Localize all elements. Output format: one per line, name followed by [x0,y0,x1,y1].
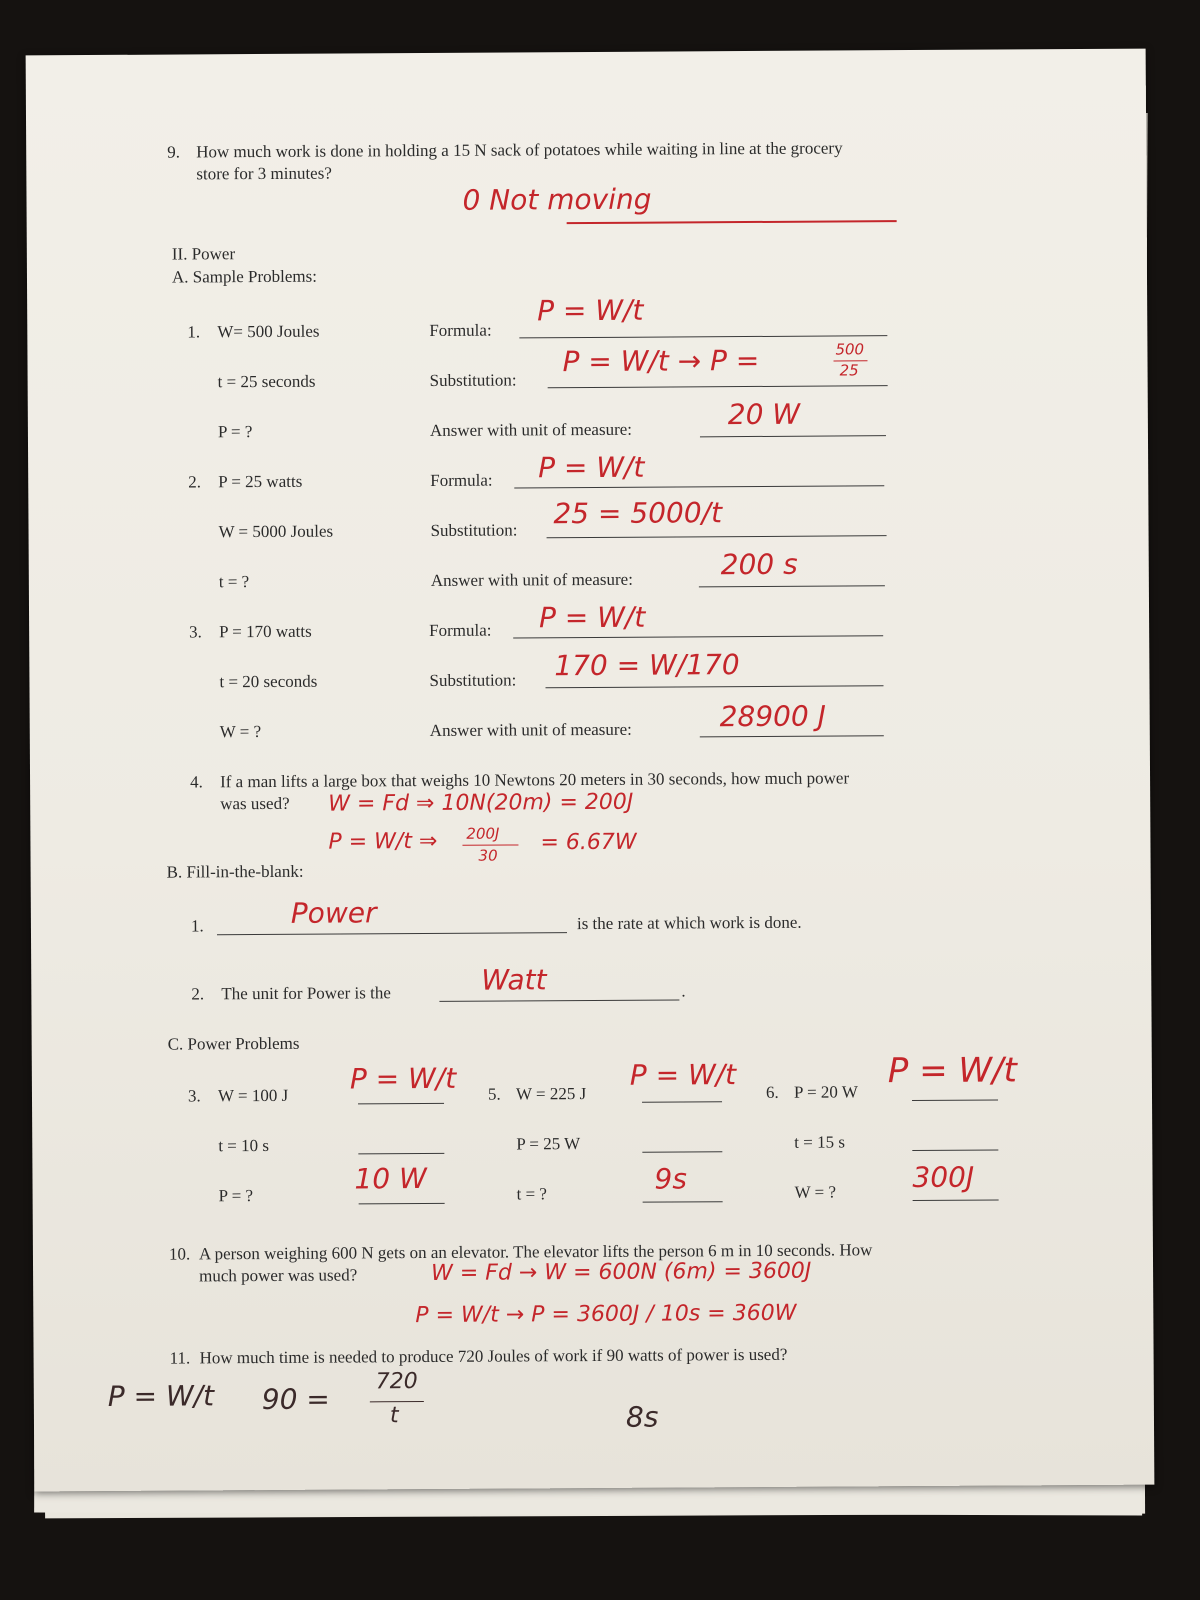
pp3-given-t: t = 10 s [218,1135,270,1156]
sample2-number: 2. [188,472,202,492]
sample2-handwritten-sub: 25 = 5000/t [553,496,723,531]
q9-text-line2: store for 3 minutes? [196,163,332,184]
sample-problems-heading: A. Sample Problems: [171,266,318,287]
q11-number: 11. [169,1348,191,1368]
q10-number: 10. [168,1244,191,1264]
pp6-blank-2 [912,1150,998,1152]
q10-handwritten-work: W = Fd → W = 600N (6m) = 3600J [430,1258,812,1286]
pp6-given-w: W = ? [794,1182,837,1202]
q4-handwritten-answer: = 6.67W [540,829,637,856]
q9-handwritten-answer: 0 Not moving [462,182,652,217]
sample3-handwritten-sub: 170 = W/170 [554,648,740,683]
q11-handwritten-numerator: 720 [375,1369,418,1395]
pp5-given-p: P = 25 W [516,1134,581,1154]
pp3-given-w: W = 100 J [217,1085,289,1106]
pp3-blank-3 [359,1203,445,1205]
q11-text: How much time is needed to produce 720 Joules of work if 90 watts of power is used? [199,1344,788,1368]
sample3-answer-label: Answer with unit of measure: [429,719,632,740]
fill1-text: is the rate at which work is done. [576,912,802,934]
fill2-period: . [681,981,686,1001]
sample1-formula-label: Formula: [429,320,492,340]
sample1-handwritten-numerator: 500 [835,340,865,359]
pp5-blank-1 [642,1101,722,1102]
sample1-given-w: W= 500 Joules [217,321,320,342]
q11-fraction-bar [370,1401,424,1402]
sample1-answer-blank [700,435,886,437]
worksheet-page [26,49,1155,1492]
fill2-number: 2. [191,984,205,1004]
q10-handwritten-power: P = W/t → P = 3600J / 10s = 360W [415,1300,797,1329]
sample1-handwritten-denominator: 25 [839,361,859,380]
pp3-given-p: P = ? [218,1186,254,1206]
sample1-given-t: t = 25 seconds [217,371,316,392]
pp3-blank-2 [358,1153,444,1155]
sample3-substitution-label: Substitution: [429,670,517,690]
sample2-answer-blank [699,585,885,587]
pp6-handwritten-answer: 300J [912,1160,975,1195]
fill-in-blank-heading: B. Fill-in-the-blank: [166,861,304,882]
fill2-text: The unit for Power is the [221,983,391,1004]
q4-handwritten-numerator: 200J [466,824,500,843]
pp3-handwritten-formula: P = W/t [349,1061,457,1096]
sample2-formula-label: Formula: [430,470,493,490]
pp6-handwritten-formula: P = W/t [887,1050,1017,1092]
pp5-blank-3 [643,1201,723,1202]
sample2-answer-label: Answer with unit of measure: [430,569,633,590]
sample3-formula-label: Formula: [429,620,492,640]
sample2-substitution-blank [547,535,887,538]
fill1-handwritten-answer: Power [290,896,377,930]
sample2-given-p: P = 25 watts [218,471,303,492]
q4-handwritten-power-line: P = W/t ⇒ [328,828,438,855]
pp5-handwritten-formula: P = W/t [629,1058,737,1092]
q4-fraction-bar [462,844,518,845]
pp3-number: 3. [187,1086,201,1106]
pp6-given-t: t = 15 s [794,1132,846,1152]
q9-answer-underline [567,220,897,224]
pp5-given-t: t = ? [516,1184,548,1204]
q10-text-line1: A person weighing 600 N gets on an elevator. The elevator lifts the person 6 m in 10 seconds. How [198,1240,873,1264]
pp6-given-p: P = 20 W [793,1082,858,1102]
sample1-substitution-label: Substitution: [429,370,517,390]
sample1-handwritten-formula: P = W/t [537,293,644,328]
sample2-formula-blank [514,485,884,488]
fill1-blank [217,932,567,935]
pp5-blank-2 [642,1151,722,1152]
sample1-number: 1. [187,322,201,342]
fill2-blank [439,999,679,1001]
q10-text-line2: much power was used? [199,1265,358,1286]
pp3-handwritten-answer: 10 W [354,1162,427,1196]
sample3-answer-blank [700,735,884,737]
q11-handwritten-formula: P = W/t [107,1379,215,1413]
pp6-blank-1 [912,1100,998,1102]
sample1-answer-label: Answer with unit of measure: [429,419,633,440]
sample1-handwritten-answer: 20 W [727,397,801,432]
fill2-handwritten-answer: Watt [481,963,547,997]
pp5-handwritten-answer: 9s [654,1162,688,1196]
sample2-substitution-label: Substitution: [430,520,518,540]
pp6-blank-3 [913,1200,999,1202]
q4-number: 4. [190,772,203,792]
q9-number: 9. [167,142,181,162]
section-power-heading: II. Power [171,244,236,264]
pp6-number: 6. [765,1082,779,1102]
q11-handwritten-equation: 90 = [261,1382,330,1417]
q11-handwritten-answer: 8s [625,1400,659,1434]
sample1-handwritten-sub: P = W/t → P = [562,343,760,379]
sample3-formula-blank [513,635,883,638]
q4-handwritten-work-line: W = Fd ⇒ 10N(20m) = 200J [328,789,634,817]
sample1-given-p: P = ? [217,422,253,442]
q11-handwritten-denominator: t [389,1403,399,1429]
sample2-given-t: t = ? [218,572,250,592]
q4-handwritten-denominator: 30 [478,846,498,865]
q9-text-line1: How much work is done in holding a 15 N sack of potatoes while waiting in line at the grocery [196,138,843,162]
sample1-substitution-blank [548,385,888,388]
q4-text-line1: If a man lifts a large box that weighs 10 Newtons 20 meters in 30 seconds, how much power [220,768,850,792]
sample2-handwritten-formula: P = W/t [538,450,645,485]
sample2-handwritten-answer: 200 s [720,547,798,582]
sample3-given-t: t = 20 seconds [219,671,318,692]
sample3-given-w: W = ? [219,722,262,742]
pp5-number: 5. [487,1084,501,1104]
sample3-number: 3. [189,622,202,642]
pp5-given-w: W = 225 J [515,1084,587,1104]
sample3-substitution-blank [545,685,883,688]
sample3-handwritten-formula: P = W/t [538,600,646,635]
sample2-given-w: W = 5000 Joules [218,521,334,542]
sample1-formula-blank [519,335,887,338]
sample3-handwritten-answer: 28900 J [719,699,827,734]
q4-text-line2: was used? [220,793,290,814]
fill1-number: 1. [190,916,204,936]
pp3-blank-1 [358,1103,444,1105]
sample3-given-p: P = 170 watts [219,621,312,642]
power-problems-heading: C. Power Problems [167,1033,300,1054]
